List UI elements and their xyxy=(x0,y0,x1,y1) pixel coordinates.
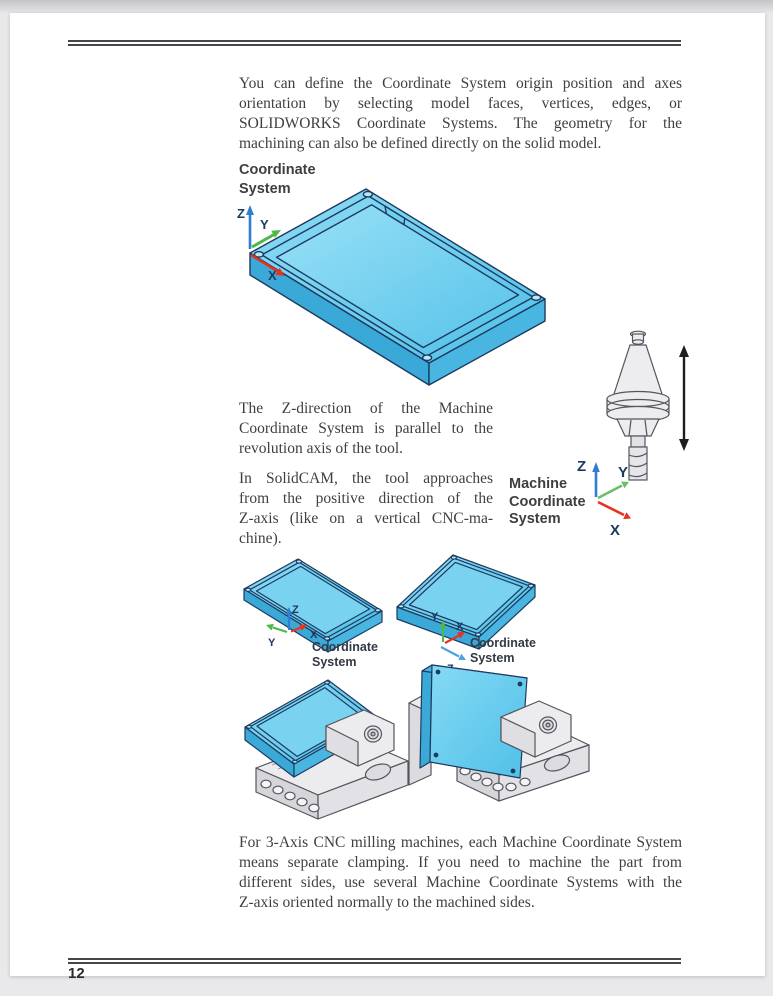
coordinate-system-heading-line2: System xyxy=(239,181,291,197)
figure-vise-vertical-part xyxy=(405,655,591,823)
base-hole xyxy=(471,773,481,781)
x-axis-label: X xyxy=(610,522,621,539)
figure-coordinate-system-model xyxy=(235,183,557,395)
z-axis-arrowhead xyxy=(592,462,600,472)
corner-hole xyxy=(363,192,372,197)
y-axis-label: Y xyxy=(268,637,276,649)
z-motion-arrowhead-down xyxy=(679,439,689,451)
figure-cs-label-right-line2: System xyxy=(470,651,515,665)
paragraph-three-axis xyxy=(239,833,682,913)
base-hole xyxy=(493,783,503,791)
z-axis-arrowhead xyxy=(246,205,254,215)
z-motion-arrow xyxy=(679,345,689,451)
machine-cs-label-line3: System xyxy=(509,511,561,527)
machine-coordinate-triad xyxy=(570,450,648,538)
paragraph-three-axis-line: different sides, use several Machine Coordinate Systems with the xyxy=(239,874,682,891)
corner-screw xyxy=(436,670,440,674)
z-axis-label: Z xyxy=(292,604,299,616)
corner-hole xyxy=(325,681,330,684)
coordinate-system-heading-line1: Coordinate xyxy=(239,162,316,178)
z-motion-arrowhead-up xyxy=(679,345,689,357)
base-hole xyxy=(285,792,295,800)
base-hole xyxy=(309,804,319,812)
x-axis-label: X xyxy=(456,621,464,633)
paragraph-intro-line: machining can also be defined directly on the solid model. xyxy=(239,135,602,152)
paragraph-solidcam-line: chine). xyxy=(239,530,282,547)
figure-vise-horizontal-part xyxy=(228,672,414,820)
collet-chuck xyxy=(617,419,659,436)
clamp-knob-center xyxy=(546,723,550,727)
corner-hole xyxy=(293,760,298,763)
y-axis-label: Y xyxy=(618,464,629,481)
plate-model xyxy=(250,189,545,385)
corner-hole xyxy=(247,725,252,728)
paragraph-three-axis-line: For 3-Axis CNC milling machines, each Machine Coordinate System xyxy=(239,834,682,851)
paragraph-z-direction xyxy=(239,399,493,459)
paragraph-solidcam-line: Z-axis (like on a vertical CNC-ma- xyxy=(239,510,493,527)
header-rule xyxy=(68,40,681,46)
corner-hole xyxy=(528,584,533,587)
paragraph-three-axis-line: Z-axis oriented normally to the machined sides. xyxy=(239,894,535,911)
x-axis-arrow xyxy=(598,502,624,515)
z-axis-label: Z xyxy=(237,206,245,221)
base-hole xyxy=(261,780,271,788)
figure-cs-label-left-line1: Coordinate xyxy=(312,640,378,654)
machine-cs-label-line1: Machine xyxy=(509,476,568,492)
corner-hole xyxy=(254,252,263,257)
corner-hole xyxy=(296,560,301,563)
footer-rule xyxy=(68,958,681,964)
corner-hole xyxy=(451,556,456,559)
base-hole xyxy=(506,783,516,791)
base-hole xyxy=(297,798,307,806)
base-hole xyxy=(482,778,492,786)
page-number: 12 xyxy=(68,965,85,982)
corner-screw xyxy=(434,753,438,757)
x-axis-label: X xyxy=(268,268,277,283)
paragraph-z-direction-line: The Z-direction of the Machine xyxy=(239,400,493,417)
base-hole xyxy=(273,786,283,794)
pull-stud-neck xyxy=(633,340,644,344)
paragraph-z-direction-line: Coordinate System is parallel to the xyxy=(239,420,493,437)
y-axis-label: Y xyxy=(260,217,269,232)
y-axis-label: Y xyxy=(431,611,439,623)
paragraph-three-axis-line: means separate clamping. If you need to machine the part from xyxy=(239,854,682,871)
y-axis-arrow xyxy=(273,628,287,633)
figure-cs-label-right-line1: Coordinate xyxy=(470,636,536,650)
x-axis-arrowhead xyxy=(623,512,631,519)
plate-model xyxy=(397,555,535,649)
corner-screw xyxy=(511,769,515,773)
figure-cs-label-left xyxy=(312,640,378,670)
paragraph-solidcam-line: from the positive direction of the xyxy=(239,490,493,507)
document-page xyxy=(10,13,765,982)
page-top-shadow xyxy=(0,0,773,14)
y-axis-arrowhead xyxy=(621,482,629,489)
paragraph-intro-line: orientation by selecting model faces, vertices, edges, or xyxy=(239,95,682,112)
paragraph-z-direction-line: revolution axis of the tool. xyxy=(239,440,404,457)
paragraph-solidcam-line: In SolidCAM, the tool approaches xyxy=(239,470,493,487)
figure-cs-label-left-line2: System xyxy=(312,655,357,669)
taper-cone xyxy=(613,345,663,397)
z-axis-label: Z xyxy=(577,458,587,475)
paragraph-intro-line: You can define the Coordinate System origin position and axes xyxy=(239,75,682,92)
clamp-knob-center xyxy=(371,732,375,736)
corner-hole xyxy=(532,295,541,300)
x-axis-label: X xyxy=(310,629,318,641)
corner-screw xyxy=(518,682,522,686)
corner-hole xyxy=(375,609,380,612)
paragraph-intro-line: SOLIDWORKS Coordinate Systems. The geometry for the xyxy=(239,115,682,132)
y-axis-arrowhead xyxy=(266,624,274,631)
y-axis-arrow xyxy=(598,486,622,499)
corner-hole xyxy=(246,588,251,591)
paragraph-intro xyxy=(239,74,682,154)
base-hole xyxy=(520,778,530,786)
tool-shank xyxy=(631,436,645,447)
paragraph-solidcam xyxy=(239,469,493,549)
corner-hole xyxy=(423,355,432,360)
corner-hole xyxy=(399,605,404,608)
machine-cs-label-line2: Coordinate xyxy=(509,493,586,510)
